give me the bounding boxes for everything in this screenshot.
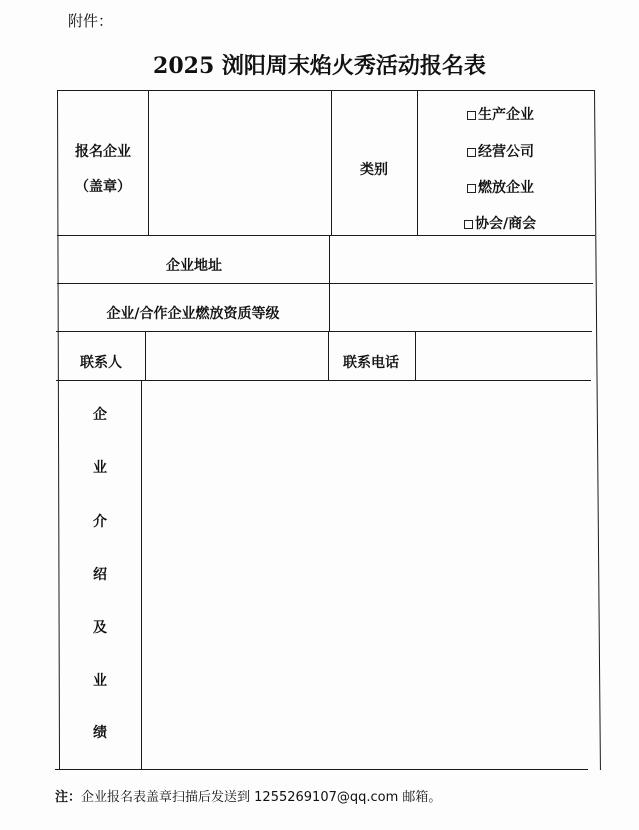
category-option-association[interactable] (464, 213, 536, 233)
company-seal-label: （盖章） (75, 179, 131, 195)
cell-divider-r2-3 (329, 235, 330, 332)
intro-label-char: 介 (93, 514, 107, 530)
category-option-manufacturer[interactable] (467, 104, 534, 124)
table-border-left (57, 90, 60, 770)
row-divider-3 (56, 331, 592, 332)
contact-label: 联系人 (80, 355, 122, 371)
cell-divider-r4-c (415, 331, 416, 381)
note-text: 企业报名表盖章扫描后发送到 1255269107@qq.com 邮箱。 (81, 790, 442, 805)
checkbox-icon[interactable] (464, 220, 473, 229)
form-title: 2025 浏阳周末焰火秀活动报名表 (153, 53, 486, 79)
intro-label-char: 绍 (93, 567, 107, 583)
table-border-bottom (55, 769, 588, 770)
company-label: 报名企业 (75, 144, 131, 160)
intro-label-char: 业 (93, 673, 107, 689)
row-divider-4 (56, 380, 591, 381)
cell-divider-r1-a (148, 90, 149, 236)
cell-divider-r4-b (328, 331, 329, 381)
row-divider-2 (57, 283, 593, 284)
submission-note (55, 786, 441, 805)
category-option-label: 生产企业 (478, 107, 534, 123)
cell-divider-r1-c (417, 90, 418, 236)
phone-field[interactable] (418, 334, 590, 379)
qualification-field[interactable] (332, 286, 590, 330)
checkbox-icon[interactable] (467, 148, 476, 157)
cell-divider-r1-b (331, 90, 332, 236)
attachment-label: 附件： (68, 12, 114, 30)
intro-label-char: 绩 (93, 725, 107, 741)
phone-label: 联系电话 (343, 355, 399, 371)
table-border-top (57, 90, 595, 91)
address-field[interactable] (332, 238, 590, 282)
category-option-label: 燃放企业 (478, 180, 534, 196)
category-option-trading[interactable] (467, 141, 534, 161)
cell-divider-r4-a (145, 331, 146, 381)
category-option-display[interactable] (467, 177, 534, 197)
category-option-label: 协会/商会 (475, 216, 537, 232)
address-label: 企业地址 (166, 258, 222, 274)
intro-field[interactable] (144, 383, 587, 767)
qualification-label: 企业/合作企业燃放资质等级 (106, 306, 280, 322)
category-label: 类别 (360, 162, 388, 178)
row-divider-1 (57, 235, 595, 236)
note-prefix: 注： (55, 790, 82, 805)
checkbox-icon[interactable] (467, 111, 476, 120)
category-option-label: 经营公司 (478, 144, 534, 160)
checkbox-icon[interactable] (467, 184, 476, 193)
table-border-right (594, 90, 601, 770)
cell-divider-r5 (141, 380, 142, 770)
contact-field[interactable] (148, 334, 326, 379)
intro-label-char: 业 (93, 460, 107, 476)
intro-label-char: 企 (93, 407, 107, 423)
intro-label-char: 及 (93, 620, 107, 636)
